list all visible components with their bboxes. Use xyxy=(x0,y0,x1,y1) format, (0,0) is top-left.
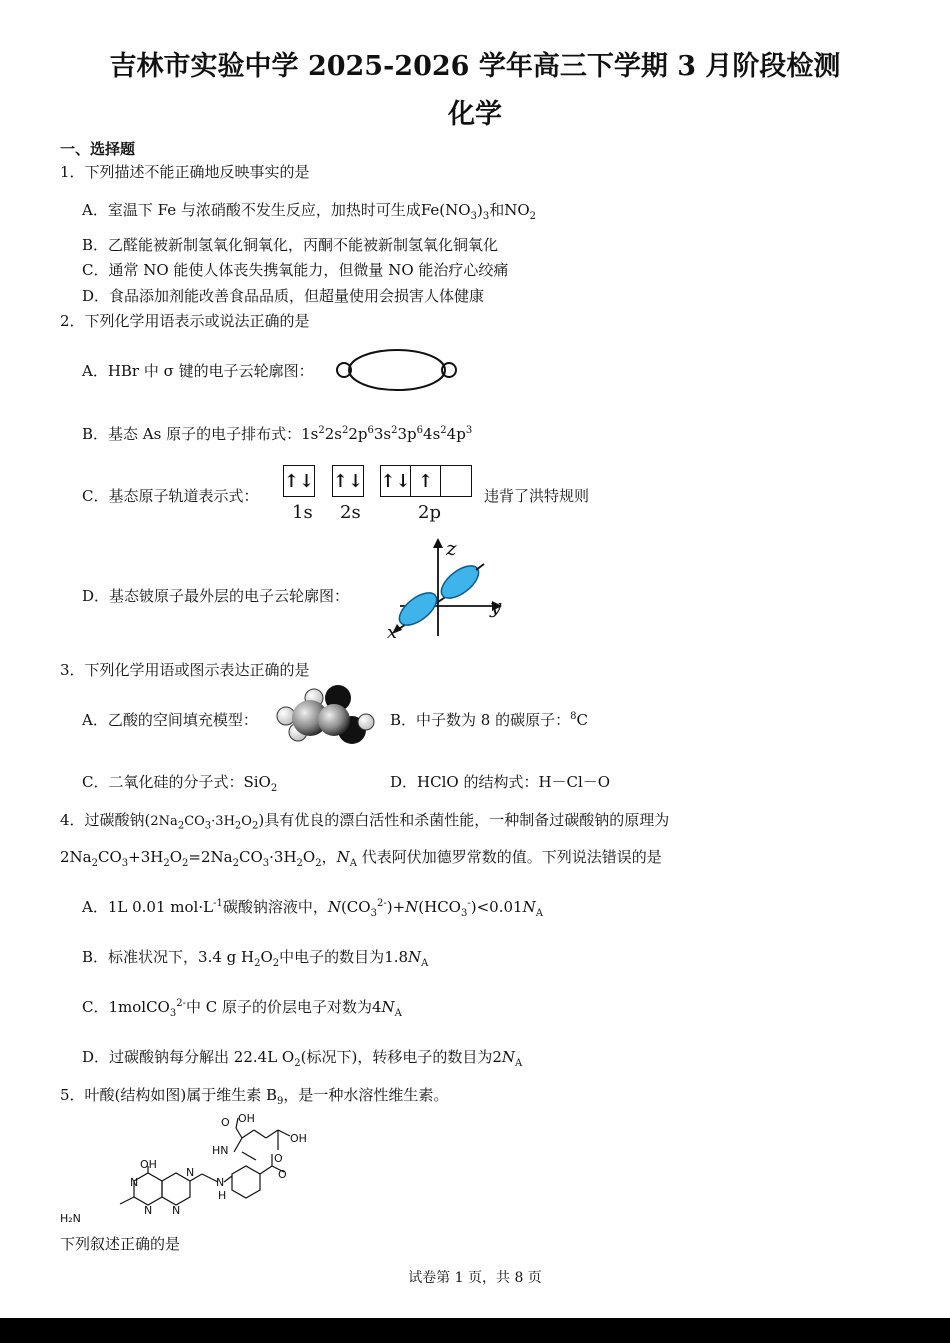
q1-option-b: B．乙醛能被新制氢氧化铜氧化，丙酮不能被新制氢氧化铜氧化 xyxy=(82,236,499,254)
carbon-8-isotope: $^8$C xyxy=(570,711,588,729)
q4-option-b-mid: 中电子的数目为 xyxy=(279,948,385,966)
q5-stem: 5．叶酸(结构如图)属于维生素 $B_9$，是一种水溶性维生素。 xyxy=(60,1086,449,1107)
orbital-box-2s: ↑↓ xyxy=(332,465,364,497)
q4-option-b-pre: B．标准状况下，3.4 g xyxy=(82,948,237,966)
mol-atom-h2n: H₂N xyxy=(60,1212,81,1225)
q1-option-a-and: 和 xyxy=(489,201,505,219)
mol-atom-n: N xyxy=(144,1204,153,1217)
folic-acid-structure xyxy=(56,1106,326,1226)
o2-formula: $O_2$ xyxy=(277,1048,301,1069)
q5-stem-post: ，是一种水溶性维生素。 xyxy=(283,1086,449,1104)
q5-stem-pre: 5．叶酸(结构如图)属于维生素 B xyxy=(60,1086,278,1104)
q4-stem-pre: 4．过碳酸钠( xyxy=(60,811,151,829)
q3-option-c xyxy=(82,771,277,794)
q4-option-c-mid: 中 C 原子的价层电子对数为 xyxy=(185,998,372,1016)
q4-option-a-mid: 碳酸钠溶液中， xyxy=(222,898,328,916)
q3-option-a: A．乙酸的空间填充模型： xyxy=(82,711,258,729)
mol-atom-oh: OH xyxy=(140,1158,157,1171)
mol-atom-o: O xyxy=(278,1168,287,1181)
q2-option-a: A．HBr 中 σ 键的电子云轮廓图： xyxy=(82,362,314,380)
sigma-bond-diagram xyxy=(332,348,462,392)
p-orbital-diagram xyxy=(380,536,510,648)
q4-stem-line2-post: 代表阿伏加德罗常数的值。下列说法错误的是 xyxy=(361,848,662,866)
orbital-box-2p: ↑↓ ↑ xyxy=(380,465,472,497)
subject-title: 化学 xyxy=(448,99,502,130)
q4-option-c-pre: C．1mol xyxy=(82,998,147,1016)
q5-follow: 下列叙述正确的是 xyxy=(60,1235,181,1253)
q4-option-d xyxy=(82,1046,522,1069)
orbital-label-1s: 1s xyxy=(292,502,313,523)
mol-atom-h: H xyxy=(218,1189,227,1202)
percarbonate-formula: $2Na_2CO_3\cdot 3H_2O_2$ xyxy=(150,814,259,832)
axis-z-label: z xyxy=(446,536,457,560)
acetic-acid-model xyxy=(276,684,376,748)
q3-stem: 3．下列化学用语或图示表达正确的是 xyxy=(60,661,310,679)
scan-edge-bar xyxy=(0,1318,950,1343)
page-footer: 试卷第 1 页，共 8 页 xyxy=(408,1270,542,1286)
mol-atom-hn: HN xyxy=(212,1144,229,1157)
sio2-formula: SiO$_2$ xyxy=(243,773,278,794)
mol-atom-n: N xyxy=(172,1204,181,1217)
q2-stem: 2．下列化学用语表示或说法正确的是 xyxy=(60,312,310,330)
q2-option-c-suffix: 违背了洪特规则 xyxy=(484,487,590,505)
q1-option-a-no2: $NO_2$ xyxy=(504,201,537,222)
q4-option-b xyxy=(82,946,428,969)
q3-option-b xyxy=(390,709,588,730)
orbital-label-2s: 2s xyxy=(340,502,361,523)
q4-option-a: A．1L 0.01 $mol\cdot L^{-1}$碳酸钠溶液中，$N(CO_3^{2-})+N(HCO_3^-)<0.01N_A$ xyxy=(82,898,543,919)
q4-option-a-pre: A．1L 0.01 mol·L xyxy=(82,898,214,916)
section-heading: 一、选择题 xyxy=(60,140,136,158)
q2-option-b xyxy=(82,423,472,444)
q1-stem: 1．下列描述不能正确地反映事实的是 xyxy=(60,163,310,181)
mol-atom-oh: OH xyxy=(290,1132,307,1145)
q4-option-b-value: $1.8N_A$ xyxy=(384,948,429,969)
axis-x-label: x xyxy=(387,622,398,643)
q4-option-d-mid: (标况下)，转移电子的数目为 xyxy=(300,1048,493,1066)
carbonate-ion: $CO_3^{2-}$ xyxy=(146,998,186,1019)
q4-option-a-expr: $N(CO_3^{2-})+N(HCO_3^-)<0.01N_A$ xyxy=(327,898,543,919)
q1-option-a-text: A．室温下 Fe 与浓硝酸不发生反应，加热时可生成 xyxy=(82,201,421,219)
mol-atom-oh: OH xyxy=(238,1112,255,1125)
q2-option-c: C．基态原子轨道表示式： xyxy=(82,487,259,505)
q4-option-d-value: $2N_A$ xyxy=(492,1048,523,1069)
q2-option-b-text: B．基态 As 原子的电子排布式： xyxy=(82,425,302,443)
orbital-label-2p: 2p xyxy=(418,502,441,523)
h2o2-formula: $H_2O_2$ xyxy=(236,948,280,969)
q4-stem-line2 xyxy=(60,846,662,869)
q3-option-d: D．HClO 的结构式：H－Cl－O xyxy=(390,773,611,791)
q4-stem-post: )具有优良的漂白活性和杀菌性能，一种制备过碳酸钠的原理为 xyxy=(258,811,670,829)
q1-option-c: C．通常 NO 能使人体丧失携氧能力，但微量 NO 能治疗心绞痛 xyxy=(82,261,509,279)
q4-option-c xyxy=(82,996,402,1019)
reaction-equation: $2Na_2CO_3+3H_2O_2=2Na_2CO_3\cdot 3H_2O_2$， xyxy=(60,848,337,869)
avogadro-symbol: $N_A$ xyxy=(336,848,357,869)
q1-option-a xyxy=(82,199,536,222)
mol-atom-o: O xyxy=(221,1116,230,1129)
q4-option-c-value: $4N_A$ xyxy=(372,998,402,1019)
q1-option-a-formula: $Fe(NO_3)_3$ xyxy=(420,201,490,222)
q2-option-d: D．基态铍原子最外层的电子云轮廓图： xyxy=(82,587,350,605)
q4-stem-line1 xyxy=(60,809,669,832)
q3-option-c-text: C．二氧化硅的分子式： xyxy=(82,773,244,791)
mol-atom-n: N xyxy=(216,1176,225,1189)
q1-option-d: D．食品添加剂能改善食品品质，但超量使用会损害人体健康 xyxy=(82,287,485,305)
axis-y-label: y xyxy=(490,594,502,618)
mol-atom-n: N xyxy=(130,1176,139,1189)
mol-atom-o: O xyxy=(274,1152,283,1165)
q2-option-b-config: $1s^22s^22p^63s^23p^64s^24p^3$ xyxy=(301,425,473,443)
mol-atom-n: N xyxy=(186,1166,195,1179)
orbital-box-1s: ↑↓ xyxy=(283,465,315,497)
q3-option-b-text: B．中子数为 8 的碳原子： xyxy=(390,711,571,729)
q4-option-d-pre: D．过碳酸钠每分解出 22.4L xyxy=(82,1048,278,1066)
exam-title: 吉林市实验中学 2025-2026 学年高三下学期 3 月阶段检测 xyxy=(109,51,841,82)
